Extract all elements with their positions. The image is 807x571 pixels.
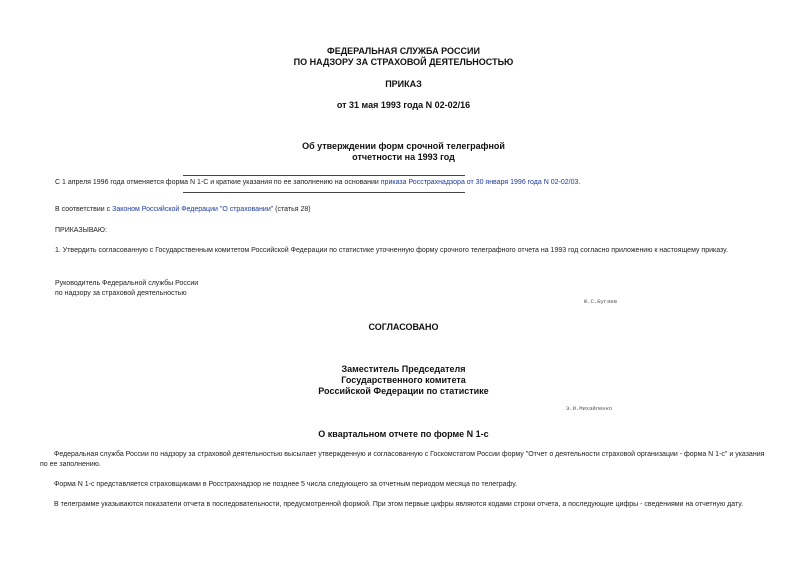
header-line-1: ФЕДЕРАЛЬНАЯ СЛУЖБА РОССИИ bbox=[327, 46, 480, 56]
deputy-line-1: Заместитель Председателя bbox=[341, 364, 466, 374]
legal-basis-text: В соответствии с bbox=[55, 206, 113, 213]
legal-basis-article: (статья 28) bbox=[273, 206, 311, 213]
header-line-2: ПО НАДЗОРУ ЗА СТРАХОВОЙ ДЕЯТЕЛЬНОСТЬЮ bbox=[293, 57, 514, 67]
document-date-number: от 31 мая 1993 года N 02-02/16 bbox=[336, 100, 471, 110]
agreed-heading: СОГЛАСОВАНО bbox=[368, 322, 439, 332]
order-word: ПРИКАЗЫВАЮ: bbox=[55, 227, 107, 234]
signature-position-line-1: Руководитель Федеральной службы России bbox=[55, 280, 199, 287]
amendment-note-text: С 1 апреля 1996 года отменяется форма N 1-С и краткие указания по ее заполнению на основании bbox=[55, 179, 381, 186]
document-title-line-1: Об утверждении форм срочной телеграфной bbox=[302, 141, 505, 151]
top-divider bbox=[183, 175, 465, 176]
paragraph-3: В телеграмме указываются показатели отчета в последовательности, предусмотренной формой. При этом первые цифры являются кодами строки отчета, а последующие цифры - сведениями на отчетную дату. bbox=[54, 501, 744, 508]
signature-name: Ю.С.Бугаев bbox=[584, 298, 618, 305]
deputy-line-2: Государственного комитета bbox=[341, 375, 466, 385]
report-title: О квартальном отчете по форме N 1-с bbox=[318, 429, 489, 439]
amendment-note bbox=[55, 178, 775, 188]
document-title-line-2: отчетности на 1993 год bbox=[352, 152, 455, 162]
amendment-order-link[interactable]: приказа Росстрахнадзора от 30 января 1996 года N 02-02/03 bbox=[380, 179, 579, 186]
paragraph-2: Форма N 1-с представляется страховщиками в Росстрахнадзор не позднее 5 числа следующего за отчетным периодом месяца по телеграфу. bbox=[54, 481, 517, 488]
signature-position-line-2: по надзору за страховой деятельностью bbox=[55, 290, 187, 297]
deputy-name: Э.И.Михайленко bbox=[566, 405, 613, 412]
legal-basis bbox=[55, 205, 755, 215]
insurance-law-link[interactable]: Законом Российской Федерации "О страховании" bbox=[112, 206, 274, 213]
document-type: ПРИКАЗ bbox=[385, 79, 422, 89]
deputy-line-3: Российской Федерации по статистике bbox=[318, 386, 489, 396]
amendment-note-end: . bbox=[578, 179, 581, 186]
paragraph-1: Федеральная служба России по надзору за страховой деятельностью высылает утвержденную и согласованную с Госкомстатом России форму "Отчет о деятельности страховой организации - форма N 1-с" и указания по ее заполнению. bbox=[40, 451, 765, 468]
order-item-1: 1. Утвердить согласованную с Государственным комитетом Российской Федерации по статистике уточненную форму срочного телеграфного отчета на 1993 год согласно приложению к настоящему приказу. bbox=[55, 247, 728, 254]
bottom-divider bbox=[183, 192, 465, 193]
